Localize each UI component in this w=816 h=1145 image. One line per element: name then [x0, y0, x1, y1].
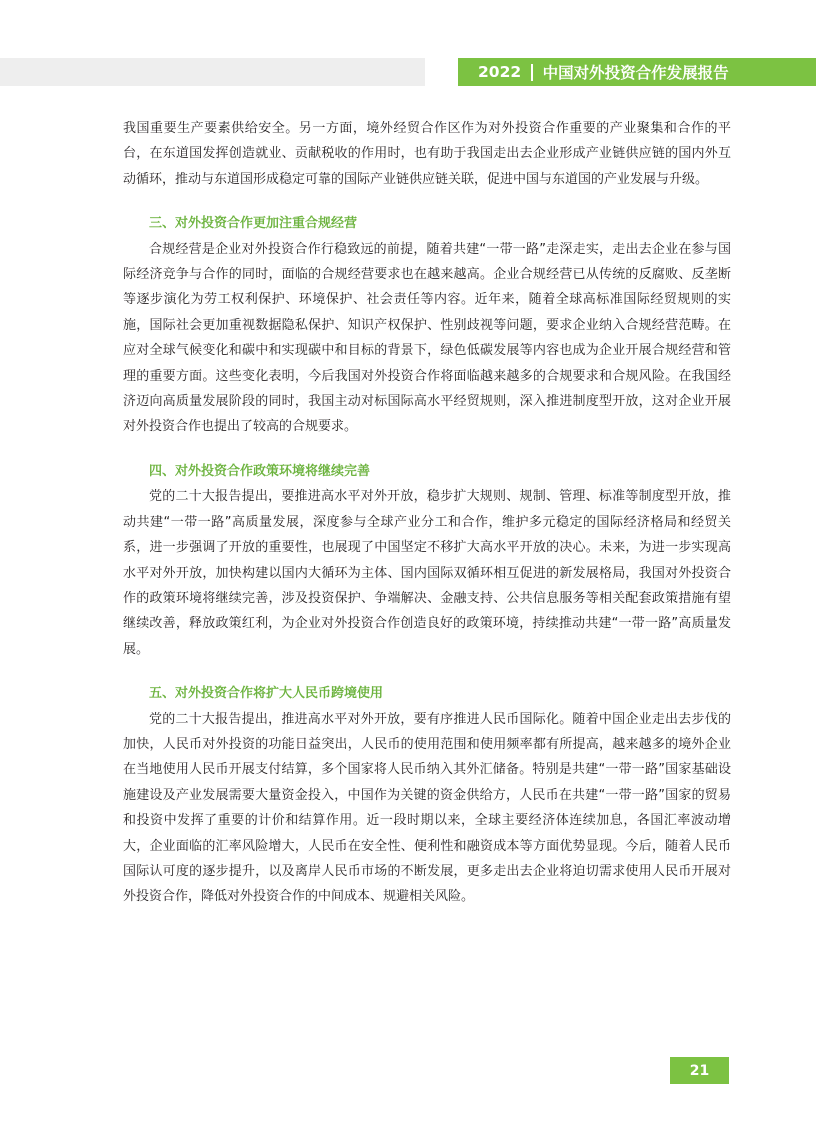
header-separator — [531, 64, 533, 81]
page-number-badge — [670, 1057, 729, 1084]
intro-paragraph: 我国重要生产要素供给安全。另一方面，境外经贸合作区作为对外投资合作重要的产业聚集和合作的平台，在东道国发挥创造就业、贡献税收的作用时，也有助于我国走出去企业形成产业链供应链的国内外互动循环，推动与东道国形成稳定可靠的国际产业链供应链关联，促进中国与东道国的产业发展与升级。 — [123, 121, 731, 187]
header-gray-band — [0, 58, 425, 86]
section-heading-5: 五、对外投资合作将扩大人民币跨境使用 — [149, 686, 384, 702]
header-year: 2022 — [478, 63, 522, 81]
section-paragraph-4: 党的二十大报告提出，要推进高水平对外开放，稳步扩大规则、规制、管理、标准等制度型开放，推动共建“一带一路”高质量发展，深度参与全球产业分工和合作，维护多元稳定的国际经济格局和经贸关系，进一步强调了开放的重要性，也展现了中国坚定不移扩大高水平开放的决心。未来，为进一步实现高水平对外开放，加快构建以国内大循环为主体、国内国际双循环相互促进的新发展格局，我国对外投资合作的政策环境将继续完善，涉及投资保护、争端解决、金融支持、公共信息服务等相关配套政策措施有望继续改善，释放政策红利，为企业对外投资合作创造良好的政策环境，持续推动共建“一带一路”高质量发展。 — [123, 489, 731, 657]
header-title-bar — [458, 58, 816, 86]
section-heading-3: 三、对外投资合作更加注重合规经营 — [149, 216, 358, 232]
section-paragraph-5: 党的二十大报告提出，推进高水平对外开放，要有序推进人民币国际化。随着中国企业走出去步伐的加快，人民币对外投资的功能日益突出，人民币的使用范围和使用频率都有所提高，越来越多的境外企业在当地使用人民币开展支付结算，多个国家将人民币纳入其外汇储备。特别是共建“一带一路”国家基础设施建设及产业发展需要大量资金投入，中国作为关键的资金供给方，人民币在共建“一带一路”国家的贸易和投资中发挥了重要的计价和结算作用。近一段时期以来，全球主要经济体连续加息，各国汇率波动增大，企业面临的汇率风险增大，人民币在安全性、便利性和融资成本等方面优势显现。今后，随着人民币国际认可度的逐步提升，以及离岸人民币市场的不断发展，更多走出去企业将迫切需求使用人民币开展对外投资合作，降低对外投资合作的中间成本、规避相关风险。 — [123, 711, 731, 905]
section-paragraph-3: 合规经营是企业对外投资合作行稳致远的前提，随着共建“一带一路”走深走实，走出去企业在参与国际经济竞争与合作的同时，面临的合规经营要求也在越来越高。企业合规经营已从传统的反腐败、反垄断等逐步演化为劳工权利保护、环境保护、社会责任等内容。近年来，随着全球高标准国际经贸规则的实施，国际社会更加重视数据隐私保护、知识产权保护、性别歧视等问题，要求企业纳入合规经营范畴。在应对全球气候变化和碳中和实现碳中和目标的背景下，绿色低碳发展等内容也成为企业开展合规经营和管理的重要方面。这些变化表明，今后我国对外投资合作将面临越来越多的合规要求和合规风险。在我国经济迈向高质量发展阶段的同时，我国主动对标国际高水平经贸规则，深入推进制度型开放，这对企业开展对外投资合作也提出了较高的合规要求。 — [123, 241, 731, 435]
main-content — [123, 116, 731, 910]
section-heading-4: 四、对外投资合作政策环境将继续完善 — [149, 463, 371, 479]
page-number: 21 — [689, 1062, 710, 1079]
header-report-title: 中国对外投资合作发展报告 — [542, 64, 729, 82]
